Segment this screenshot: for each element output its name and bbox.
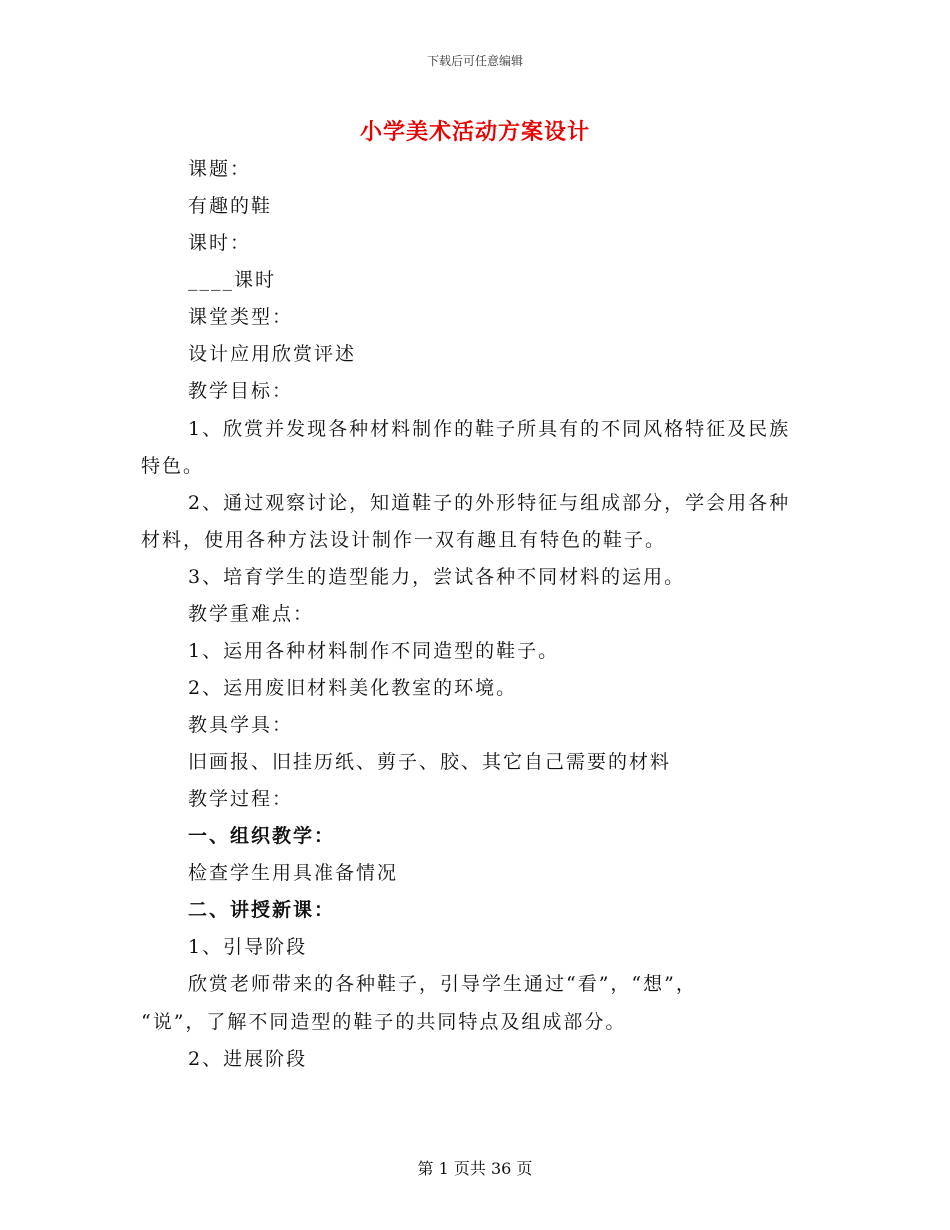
doc-line: 教学过程： (188, 788, 294, 810)
page-footer: 第 1 页共 36 页 (417, 1159, 533, 1178)
doc-line: 2、进展阶段 (188, 1048, 308, 1070)
document-title: 小学美术活动方案设计 (359, 119, 590, 145)
section-heading: 二、讲授新课： (188, 899, 336, 921)
doc-line: 教具学具： (188, 714, 294, 736)
header-note: 下载后可任意编辑 (426, 54, 523, 68)
doc-line: 材料，使用各种方法设计制作一双有趣且有特色的鞋子。 (141, 529, 667, 551)
doc-line: 1、引导阶段 (188, 936, 308, 958)
doc-line: 有趣的鞋 (188, 195, 273, 217)
doc-line: 1、欣赏并发现各种材料制作的鞋子所具有的不同风格特征及民族 (188, 418, 791, 440)
doc-line: “说”，了解不同造型的鞋子的共同特点及组成部分。 (141, 1011, 627, 1033)
doc-line: 旧画报、旧挂历纸、剪子、胶、其它自己需要的材料 (188, 751, 672, 773)
doc-line: 设计应用欣赏评述 (188, 343, 357, 365)
doc-line: 特色。 (141, 455, 205, 477)
doc-line: 课题： (188, 158, 252, 180)
doc-line: 课堂类型： (188, 306, 294, 328)
doc-line: 2、运用废旧材料美化教室的环境。 (188, 677, 518, 699)
doc-line: 教学目标： (188, 380, 294, 402)
doc-line: 教学重难点： (188, 603, 315, 625)
section-heading: 一、组织教学： (188, 825, 336, 847)
doc-line: 课时： (188, 232, 252, 254)
doc-line: 2、通过观察讨论，知道鞋子的外形特征与组成部分，学会用各种 (188, 492, 791, 514)
doc-line: 欣赏老师带来的各种鞋子，引导学生通过“看”，“想”， (188, 973, 697, 995)
doc-line: ____课时 (188, 269, 277, 291)
doc-line: 3、培育学生的造型能力，尝试各种不同材料的运用。 (188, 566, 686, 588)
doc-line: 1、运用各种材料制作不同造型的鞋子。 (188, 640, 560, 662)
doc-line: 检查学生用具准备情况 (188, 862, 399, 884)
